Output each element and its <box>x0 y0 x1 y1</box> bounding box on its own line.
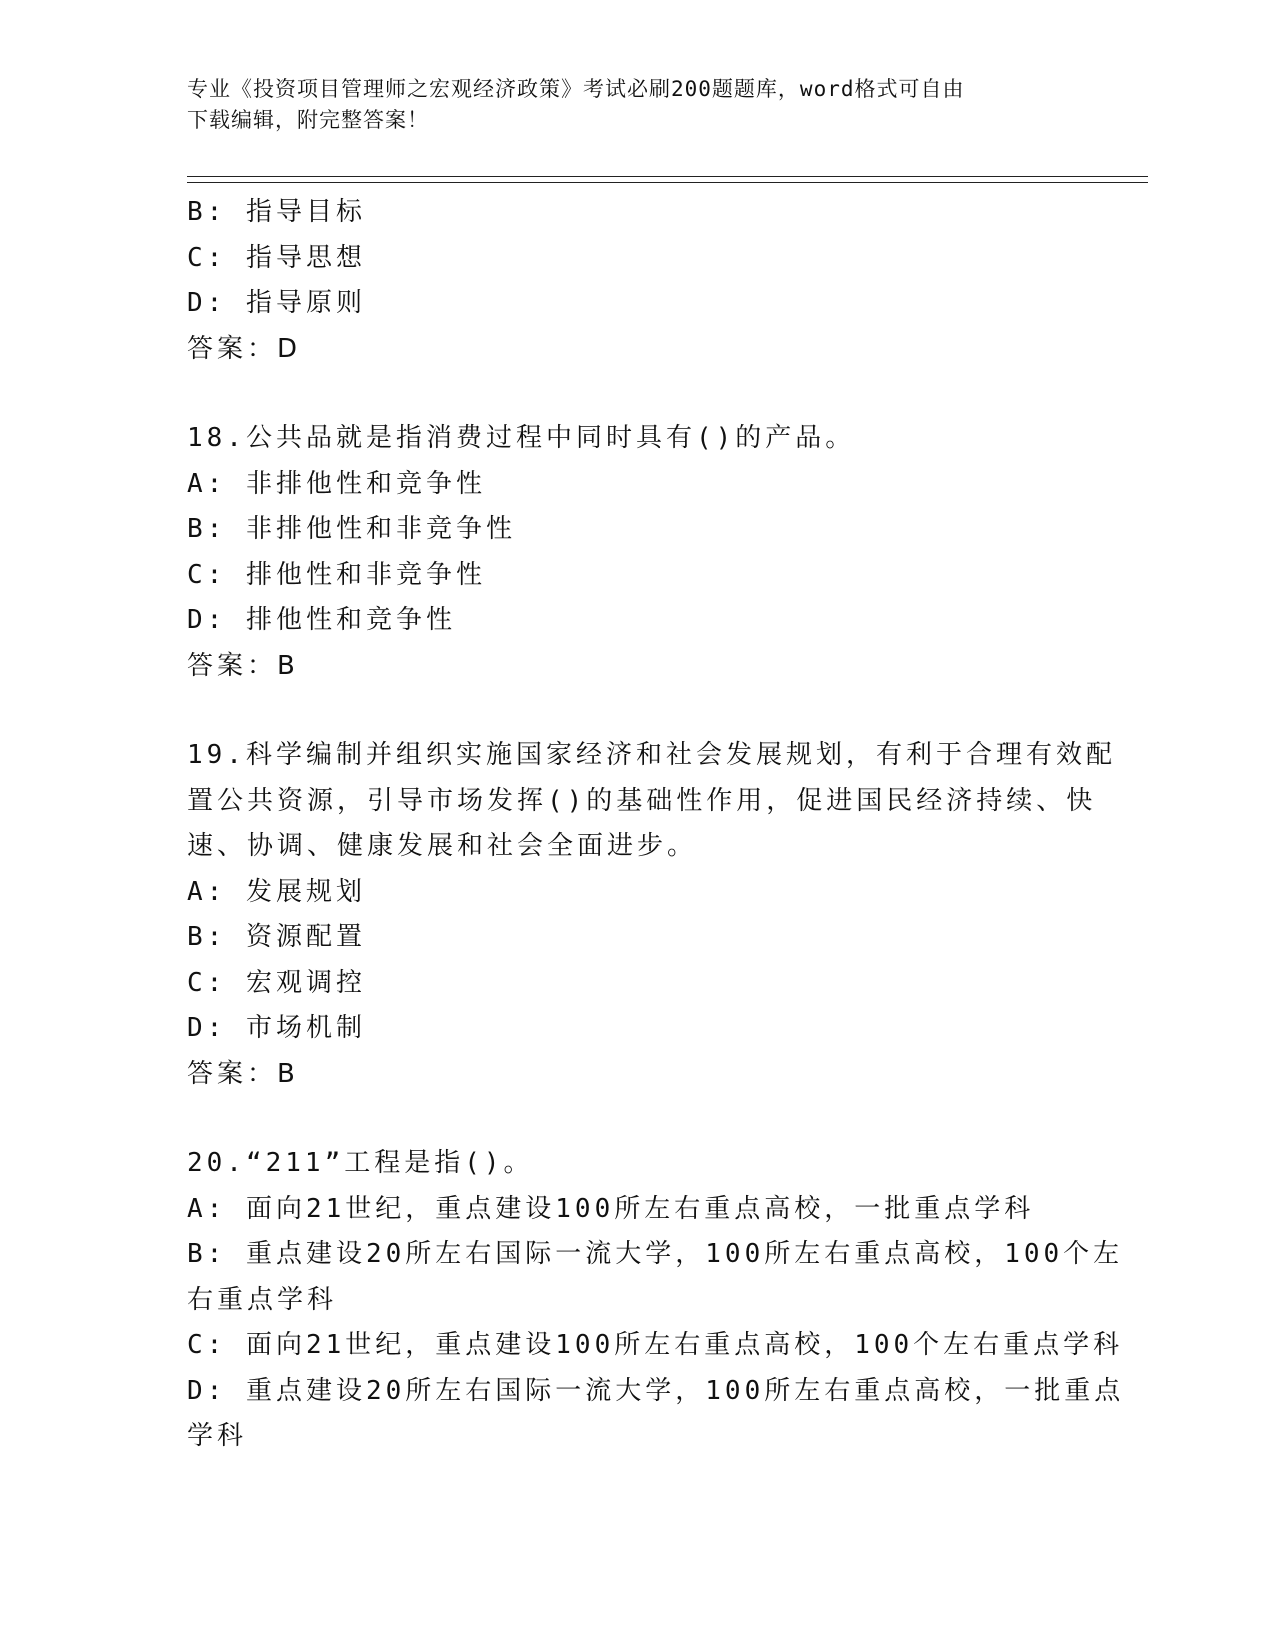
q19-question-line-1: 19.科学编制并组织实施国家经济和社会发展规划，有利于合理有效配 <box>187 740 1116 770</box>
spacer <box>187 689 1087 733</box>
q18-option-c: C: 排他性和非竞争性 <box>187 559 486 590</box>
q17-option-d: D: 指导原则 <box>187 288 366 318</box>
q18-option-b: B: 非排他性和非竞争性 <box>187 514 516 544</box>
header-line-2: 下载编辑，附完整答案！ <box>187 108 429 132</box>
q19-option-d: D: 市场机制 <box>187 1013 366 1043</box>
question-18-block <box>187 416 1087 689</box>
question-20-block <box>187 1141 1125 1460</box>
q18-question: 18.公共品就是指消费过程中同时具有()的产品。 <box>187 423 856 453</box>
q18-option-a: A: 非排他性和竞争性 <box>187 468 486 499</box>
q20-option-c: C: 面向21世纪，重点建设100所左右重点高校，100个左右重点学科 <box>187 1330 1124 1360</box>
q20-option-d-line-1: D: 重点建设20所左右国际一流大学，100所左右重点高校，一批重点 <box>187 1375 1125 1406</box>
q17-option-b: B: 指导目标 <box>187 197 366 227</box>
spacer <box>187 372 1087 416</box>
q19-option-a: A: 发展规划 <box>187 876 366 907</box>
q19-question-line-3: 速、协调、健康发展和社会全面进步。 <box>187 831 698 861</box>
question-19-block <box>187 733 1116 1097</box>
q19-question-line-2: 置公共资源，引导市场发挥()的基础性作用，促进国民经济持续、快 <box>187 785 1097 816</box>
q19-option-c: C: 宏观调控 <box>187 967 366 998</box>
q20-option-b-line-2: 右重点学科 <box>187 1284 338 1315</box>
q17-option-c: C: 指导思想 <box>187 242 366 273</box>
q19-answer: 答案：B <box>187 1058 299 1089</box>
q17-answer: 答案：D <box>187 333 302 364</box>
q20-question: 20.“211”工程是指()。 <box>187 1148 534 1178</box>
q19-option-b: B: 资源配置 <box>187 922 366 952</box>
q20-option-d-line-2: 学科 <box>187 1421 248 1451</box>
spacer <box>187 1097 1087 1141</box>
question-17-block <box>187 190 1087 372</box>
q20-option-b-line-1: B: 重点建设20所左右国际一流大学，100所左右重点高校，100个左 <box>187 1239 1124 1269</box>
document-header <box>187 74 1067 136</box>
document-body <box>187 190 1125 1460</box>
header-divider-top <box>187 176 1148 177</box>
q18-option-d: D: 排他性和竞争性 <box>187 605 456 635</box>
header-line-1: 专业《投资项目管理师之宏观经济政策》考试必刷200题题库，word格式可自由 <box>187 77 965 101</box>
q20-option-a: A: 面向21世纪，重点建设100所左右重点高校，一批重点学科 <box>187 1193 1035 1224</box>
q18-answer: 答案：B <box>187 650 299 681</box>
header-divider-bottom <box>187 182 1148 183</box>
